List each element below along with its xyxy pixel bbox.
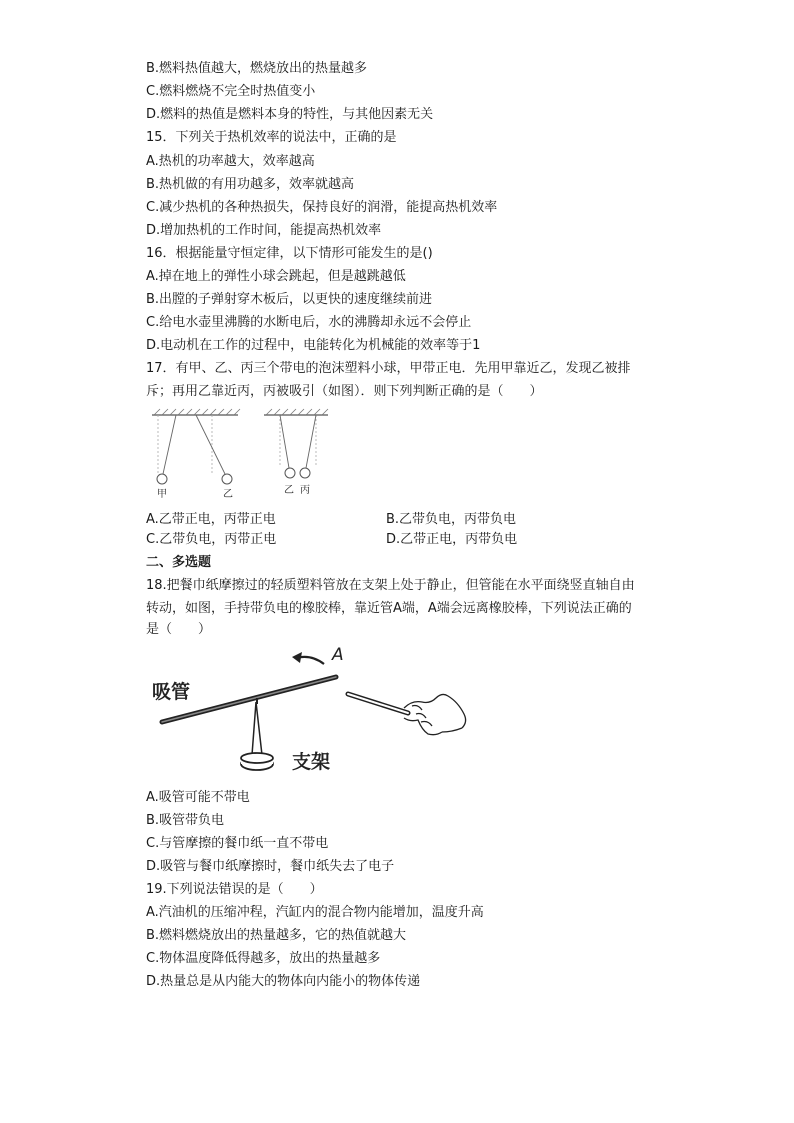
ball-yi-right: [285, 468, 295, 478]
q19-option-a: A.汽油机的压缩冲程，汽缸内的混合物内能增加，温度升高: [146, 905, 484, 920]
q16-stem: 16．根据能量守恒定律，以下情形可能发生的是(): [146, 246, 433, 261]
q18-figure: [146, 640, 476, 780]
q19-option-c: C.物体温度降低得越多，放出的热量越多: [146, 951, 381, 966]
label-yi-left: 乙: [223, 489, 233, 500]
q14-option-c: C.燃料燃烧不完全时热值变小: [146, 84, 316, 99]
label-yi-right: 乙: [284, 485, 294, 496]
q18-option-b: B.吸管带负电: [146, 813, 225, 828]
q16-option-b: B.出膛的子弹射穿木板后，以更快的速度继续前进: [146, 292, 433, 307]
q18-option-d: D.吸管与餐巾纸摩擦时，餐巾纸失去了电子: [146, 859, 395, 874]
q15-stem: 15．下列关于热机效率的说法中，正确的是: [146, 130, 397, 145]
label-straw: 吸管: [152, 681, 191, 703]
q15-option-b: B.热机做的有用功越多，效率就越高: [146, 177, 355, 192]
q17-option-a: A.乙带正电，丙带正电: [146, 512, 276, 527]
label-bing: 丙: [300, 485, 310, 496]
q16-option-d: D.电动机在工作的过程中，电能转化为机械能的效率等于1: [146, 338, 481, 353]
right-ceiling: [264, 409, 328, 415]
q15-option-d: D.增加热机的工作时间，能提高热机效率: [146, 223, 382, 238]
q14-option-d: D.燃料的热值是燃料本身的特性，与其他因素无关: [146, 107, 434, 122]
q17-option-d: D.乙带正电，丙带负电: [386, 532, 518, 547]
label-jia: 甲: [157, 489, 167, 500]
section-title: 二、多选题: [146, 555, 212, 570]
q17-stem-line2: 斥；再用乙靠近丙，丙被吸引（如图）．则下列判断正确的是（ ）: [146, 384, 543, 399]
q18-stem-line2: 转动，如图，手持带负电的橡胶棒，靠近管A端，A端会远离橡胶棒，下列说法正确的: [146, 601, 632, 616]
q17-stem-line1: 17．有甲、乙、丙三个带电的泡沫塑料小球，甲带正电．先用甲靠近乙，发现乙被排: [146, 361, 631, 376]
stand: [241, 698, 273, 770]
q18-stem-line3: 是（ ）: [146, 622, 212, 637]
q16-option-c: C.给电水壶里沸腾的水断电后，水的沸腾却永远不会停止: [146, 315, 472, 330]
q18-stem-line1: 18.把餐巾纸摩擦过的轻质塑料管放在支架上处于静止，但管能在水平面绕竖直轴自由: [146, 578, 635, 593]
ball-yi-left: [222, 474, 232, 484]
label-a: A: [332, 645, 344, 665]
q17-figure: [146, 407, 346, 502]
q19-option-b: B.燃料燃烧放出的热量越多，它的热值就越大: [146, 928, 407, 943]
label-stand: 支架: [292, 751, 331, 773]
q15-option-c: C.减少热机的各种热损失，保持良好的润滑，能提高热机效率: [146, 200, 498, 215]
q17-option-b: B.乙带负电，丙带负电: [386, 512, 517, 527]
q18-option-a: A.吸管可能不带电: [146, 790, 250, 805]
ball-jia: [157, 474, 167, 484]
q15-option-a: A.热机的功率越大，效率越高: [146, 154, 315, 169]
q18-option-c: C.与管摩擦的餐巾纸一直不带电: [146, 836, 329, 851]
q19-stem: 19.下列说法错误的是（ ）: [146, 882, 323, 897]
left-ceiling: [152, 409, 240, 415]
ball-bing: [300, 468, 310, 478]
q17-option-c: C.乙带负电，丙带正电: [146, 532, 277, 547]
q14-option-b: B.燃料热值越大，燃烧放出的热量越多: [146, 61, 368, 76]
q16-option-a: A.掉在地上的弹性小球会跳起，但是越跳越低: [146, 269, 406, 284]
hand-icon: [404, 694, 466, 734]
q19-option-d: D.热量总是从内能大的物体向内能小的物体传递: [146, 974, 421, 989]
